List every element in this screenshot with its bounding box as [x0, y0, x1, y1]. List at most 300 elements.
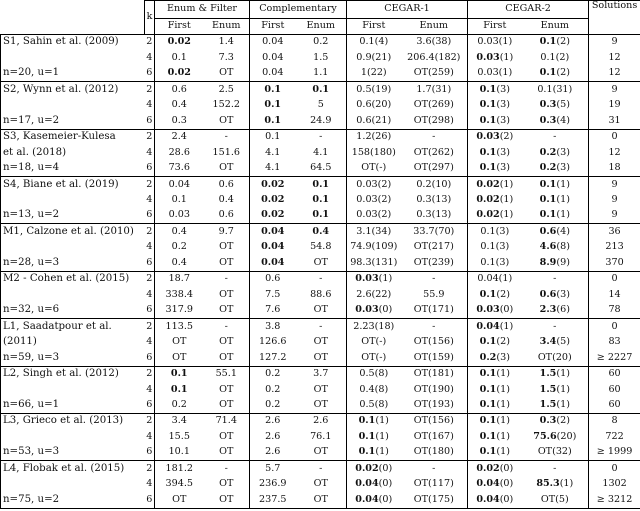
k-header: k	[145, 1, 155, 35]
table-cell: 0.1	[171, 194, 187, 205]
table-cell: 0.1	[264, 99, 282, 111]
table-cell: 3.6(38)	[401, 34, 468, 50]
table-cell: 1(22)	[360, 67, 387, 79]
table-cell: 88.6	[296, 287, 347, 302]
table-cell: OT(-)	[361, 162, 387, 174]
table-cell: 36	[589, 224, 640, 240]
table-cell: 18	[589, 161, 640, 177]
k-value: 4	[145, 382, 155, 397]
table-cell: 3.8	[250, 319, 296, 335]
table-cell: OT	[204, 161, 250, 177]
table-cell: 0.1(1)	[468, 413, 522, 429]
table-row	[1, 350, 640, 366]
corner-cell	[1, 1, 145, 19]
k-value: 2	[145, 366, 155, 382]
table-cell: 15.5	[168, 430, 190, 442]
table-cell: 71.4	[204, 413, 250, 429]
table-cell: 0.1(3)	[479, 146, 510, 158]
dataset-label: L3, Grieco et al. (2013)	[1, 413, 145, 429]
table-cell: 127.2	[259, 351, 287, 363]
table-cell: ≥ 2227	[589, 350, 640, 366]
table-cell: OT	[155, 492, 204, 508]
table-cell: 317.9	[165, 304, 193, 316]
k-value: 4	[145, 287, 155, 302]
dataset-label: S3, Kasemeier-Kulesa	[1, 129, 145, 145]
table-cell: 206.4(182)	[401, 50, 468, 65]
dataset-label: S1, Sahin et al. (2009)	[1, 34, 145, 50]
k-value: 6	[145, 303, 155, 319]
table-cell: 151.6	[204, 145, 250, 160]
k-value: 2	[145, 271, 155, 287]
table-cell: OT(159)	[401, 350, 468, 366]
table-cell: 0.02(0)	[468, 461, 522, 477]
table-cell: 64.5	[296, 161, 347, 177]
table-row	[1, 66, 640, 82]
k-value: 6	[145, 397, 155, 413]
table-cell: OT(180)	[401, 445, 468, 461]
table-cell: -	[204, 271, 250, 287]
table-cell: 8	[589, 413, 640, 429]
table-cell: 0.5(19)	[347, 82, 401, 98]
table-cell: 4.1	[265, 162, 281, 174]
table-cell: 9	[589, 193, 640, 208]
table-cell: 0.04(0)	[355, 478, 393, 490]
table-cell: OT(262)	[401, 145, 468, 160]
table-cell: OT(297)	[401, 161, 468, 177]
table-cell: 0.02	[155, 34, 204, 50]
table-cell: 126.6	[259, 336, 287, 348]
k-value: 4	[145, 477, 155, 492]
table-row	[1, 208, 640, 224]
dataset-label: M2 - Cohen et al. (2015)	[1, 271, 145, 287]
table-cell: 722	[589, 429, 640, 444]
table-row	[1, 445, 640, 461]
table-cell: 76.1	[296, 429, 347, 444]
table-row	[1, 492, 640, 508]
table-cell: OT	[204, 382, 250, 397]
table-cell: 0.02(1)	[476, 194, 514, 205]
k-value: 4	[145, 50, 155, 65]
table-cell: 0.1(1)	[479, 446, 510, 458]
k-value: 2	[145, 413, 155, 429]
table-cell: 60	[589, 382, 640, 397]
table-cell: -	[204, 319, 250, 335]
table-row	[1, 366, 640, 382]
table-cell: 0.1	[296, 82, 347, 98]
table-cell: 19	[589, 98, 640, 113]
table-cell: 0.1(1)	[479, 383, 510, 395]
table-cell: 0.02(1)	[468, 177, 522, 193]
k-value: 2	[145, 34, 155, 50]
table-cell: 74.9(109)	[350, 241, 398, 253]
group-solutions: Solutions	[589, 1, 640, 35]
table-cell: 0.1(3)	[479, 162, 510, 174]
table-cell: 0.2	[171, 398, 187, 410]
table-cell: 0.02(0)	[347, 461, 401, 477]
table-cell: 0.6	[250, 271, 296, 287]
table-cell: 213	[589, 240, 640, 255]
table-cell: -	[296, 461, 347, 477]
table-cell: OT	[296, 477, 347, 492]
table-row	[1, 161, 640, 177]
k-value: 2	[145, 319, 155, 335]
k-value: 6	[145, 113, 155, 129]
table-cell: 75.6(20)	[522, 429, 589, 444]
table-cell: 0.04(1)	[468, 271, 522, 287]
dataset-label: n=13, u=2	[1, 208, 145, 224]
dataset-label	[1, 240, 145, 255]
table-cell: 0.04	[261, 256, 285, 268]
table-cell: 0.1(3)	[479, 99, 510, 111]
table-cell: 181.2	[155, 461, 204, 477]
table-cell: 3.7	[296, 366, 347, 382]
dataset-label: S4, Biane et al. (2019)	[1, 177, 145, 193]
table-cell: 1.5(1)	[522, 397, 589, 413]
table-cell: 9	[589, 34, 640, 50]
table-cell: OT(217)	[401, 240, 468, 255]
table-cell: 0.04	[262, 51, 284, 63]
table-cell: 0.03(1)	[347, 271, 401, 287]
dataset-label: n=53, u=3	[1, 445, 145, 461]
table-cell: OT(-)	[361, 336, 387, 348]
dataset-label: n=66, u=1	[1, 397, 145, 413]
table-row	[1, 477, 640, 492]
table-cell: 60	[589, 366, 640, 382]
table-cell: 1.2(26)	[347, 129, 401, 145]
table-cell: 0.4	[296, 224, 347, 240]
table-row	[1, 98, 640, 113]
table-cell: OT(171)	[401, 303, 468, 319]
k-value: 4	[145, 429, 155, 444]
table-cell: 2.5	[204, 82, 250, 98]
table-cell: 0.6	[204, 208, 250, 224]
k-value: 2	[145, 177, 155, 193]
table-cell: 9.7	[204, 224, 250, 240]
table-cell: OT	[204, 397, 250, 413]
k-value: 6	[145, 350, 155, 366]
table-cell: -	[522, 319, 589, 335]
sub-enum-cegar2: Enum	[522, 18, 589, 34]
table-cell: 0.4	[155, 224, 204, 240]
table-cell: OT(167)	[401, 429, 468, 444]
table-row	[1, 193, 640, 208]
dataset-label	[1, 429, 145, 444]
table-cell: 152.2	[204, 98, 250, 113]
k-value: 2	[145, 82, 155, 98]
table-cell: 0.2(10)	[401, 177, 468, 193]
table-cell: 2.6	[265, 446, 281, 458]
dataset-label	[1, 287, 145, 302]
table-cell: 55.9	[401, 287, 468, 302]
table-cell: OT(156)	[401, 335, 468, 350]
table-cell: OT	[204, 477, 250, 492]
table-cell: 0.6	[204, 177, 250, 193]
table-cell: 0.1(3)	[479, 114, 510, 126]
table-cell: -	[296, 129, 347, 145]
table-row	[1, 113, 640, 129]
table-cell: 0.3	[171, 114, 187, 126]
table-cell: 0.03(2)	[356, 194, 392, 205]
table-cell: 0.9(21)	[356, 51, 392, 63]
table-cell: 0.1(1)	[468, 366, 522, 382]
dataset-label: L2, Singh et al. (2012)	[1, 366, 145, 382]
k-value: 6	[145, 161, 155, 177]
table-cell: 338.4	[165, 288, 193, 300]
table-row	[1, 224, 640, 240]
table-cell: 78	[589, 303, 640, 319]
table-cell: 1.5(1)	[522, 366, 589, 382]
sub-first-ef: First	[167, 20, 191, 31]
table-cell: 3.4	[155, 413, 204, 429]
k-value: 6	[145, 445, 155, 461]
table-cell: 3.1(34)	[347, 224, 401, 240]
sub-enum-ef: Enum	[204, 18, 250, 34]
table-cell: 0.3(2)	[522, 413, 589, 429]
table-cell: OT(190)	[401, 382, 468, 397]
table-cell: 0.2(3)	[522, 145, 589, 160]
dataset-label	[1, 193, 145, 208]
table-row	[1, 382, 640, 397]
table-cell: 0.1	[155, 366, 204, 382]
table-cell: 8.9(9)	[522, 255, 589, 271]
table-row	[1, 335, 640, 350]
table-cell: -	[401, 271, 468, 287]
table-cell: -	[296, 271, 347, 287]
table-cell: 0.02	[250, 177, 296, 193]
table-cell: 9	[589, 177, 640, 193]
table-cell: 0.03(2)	[356, 209, 392, 221]
table-cell: 0.2	[250, 366, 296, 382]
table-cell: 0.1	[171, 51, 187, 63]
dataset-label: n=28, u=3	[1, 255, 145, 271]
table-cell: 0.4	[204, 193, 250, 208]
table-cell: 0.4	[171, 99, 187, 111]
table-cell: OT	[204, 113, 250, 129]
k-value: 4	[145, 98, 155, 113]
table-cell: 0.02	[167, 67, 191, 79]
table-cell: 0.02(1)	[476, 209, 514, 221]
table-cell: -	[522, 129, 589, 145]
table-cell: 0.04(0)	[468, 492, 522, 508]
sub-enum-comp: Enum	[296, 18, 347, 34]
table-cell: 0.5(8)	[359, 398, 389, 410]
table-cell: OT(-)	[361, 351, 387, 363]
table-cell: 0.1(31)	[522, 82, 589, 98]
k-value: 2	[145, 461, 155, 477]
table-cell: 0.1	[264, 114, 282, 126]
table-cell: 0.1(2)	[522, 66, 589, 82]
table-cell: 0	[589, 271, 640, 287]
table-cell: 9	[589, 208, 640, 224]
table-cell: OT(117)	[401, 477, 468, 492]
table-cell: 12	[589, 50, 640, 65]
table-cell: 0.1	[170, 383, 188, 395]
table-cell: 0.1(3)	[468, 224, 522, 240]
table-cell: 4.1	[265, 146, 281, 158]
table-cell: 60	[589, 397, 640, 413]
table-cell: OT(32)	[522, 445, 589, 461]
table-cell: 0.1	[250, 129, 296, 145]
table-cell: 2.6	[296, 413, 347, 429]
table-cell: 9	[589, 82, 640, 98]
table-row	[1, 397, 640, 413]
sub-first-cegar1: First	[362, 20, 386, 31]
table-cell: 0.4	[171, 256, 187, 268]
table-cell: 7.5	[265, 288, 281, 300]
table-cell: 0.1	[296, 193, 347, 208]
dataset-label: et al. (2018)	[1, 145, 145, 160]
dataset-label: n=18, u=4	[1, 161, 145, 177]
table-cell: OT	[204, 350, 250, 366]
table-cell: 0.1(1)	[347, 413, 401, 429]
table-cell: -	[401, 461, 468, 477]
table-row	[1, 34, 640, 50]
table-cell: 5	[296, 98, 347, 113]
table-cell: 0.2(3)	[522, 161, 589, 177]
table-cell: 0.1(1)	[479, 398, 510, 410]
table-cell: OT	[204, 303, 250, 319]
table-cell: -	[522, 461, 589, 477]
table-cell: 0.03(0)	[355, 304, 393, 316]
table-cell: 0.1(2)	[479, 288, 510, 300]
table-cell: 4.1	[296, 145, 347, 160]
k-value: 6	[145, 492, 155, 508]
dataset-label: n=75, u=2	[1, 492, 145, 508]
table-cell: OT	[296, 445, 347, 461]
dataset-label	[1, 477, 145, 492]
table-cell: OT	[204, 445, 250, 461]
table-cell: OT	[204, 255, 250, 271]
table-row	[1, 271, 640, 287]
dataset-label: n=20, u=1	[1, 66, 145, 82]
table-cell: -	[401, 129, 468, 145]
table-cell: OT	[296, 350, 347, 366]
table-cell: -	[204, 129, 250, 145]
table-cell: OT	[296, 382, 347, 397]
table-cell: 0.1	[296, 177, 347, 193]
table-cell: 0.03(1)	[468, 34, 522, 50]
k-value: 4	[145, 145, 155, 160]
table-cell: 0.2	[296, 34, 347, 50]
table-row	[1, 287, 640, 302]
table-cell: 0.6(3)	[522, 287, 589, 302]
table-cell: 10.1	[168, 446, 190, 458]
sub-enum-cegar1: Enum	[401, 18, 468, 34]
table-row	[1, 82, 640, 98]
table-cell: 98.3(131)	[350, 256, 398, 268]
dataset-label	[1, 382, 145, 397]
table-cell: 0.04	[250, 34, 296, 50]
k-value: 6	[145, 255, 155, 271]
table-cell: 2.4	[155, 129, 204, 145]
table-cell: 12	[589, 66, 640, 82]
table-cell: 236.9	[259, 478, 287, 490]
table-cell: 0.04	[155, 177, 204, 193]
table-cell: 0.03(1)	[477, 67, 513, 79]
table-cell: -	[204, 461, 250, 477]
table-cell: -	[522, 271, 589, 287]
table-cell: OT	[204, 429, 250, 444]
dataset-label: n=59, u=3	[1, 350, 145, 366]
table-cell: 0.3(4)	[522, 113, 589, 129]
table-cell: OT	[204, 335, 250, 350]
table-cell: 0.1(1)	[358, 446, 389, 458]
table-cell: OT	[204, 287, 250, 302]
table-cell: OT	[296, 255, 347, 271]
table-cell: OT	[296, 397, 347, 413]
table-row	[1, 240, 640, 255]
table-cell: 4.6(8)	[522, 240, 589, 255]
k-value: 6	[145, 208, 155, 224]
table-cell: OT(175)	[401, 492, 468, 508]
table-cell: OT(193)	[401, 397, 468, 413]
table-cell: 2.3(6)	[522, 303, 589, 319]
table-cell: OT(181)	[401, 366, 468, 382]
table-cell: 0.04	[250, 224, 296, 240]
k-value: 6	[145, 66, 155, 82]
table-cell: 33.7(70)	[401, 224, 468, 240]
table-cell: 0	[589, 129, 640, 145]
table-cell: 0.3(13)	[401, 193, 468, 208]
dataset-label: n=17, u=2	[1, 113, 145, 129]
table-cell: 5.7	[250, 461, 296, 477]
table-cell: 0.1	[296, 208, 347, 224]
table-cell: 0.1(4)	[347, 34, 401, 50]
table-cell: ≥ 1999	[589, 445, 640, 461]
table-cell: OT(259)	[401, 66, 468, 82]
table-cell: 0.04(0)	[476, 478, 514, 490]
table-cell: 1.7(31)	[401, 82, 468, 98]
table-cell: 18.7	[155, 271, 204, 287]
k-value: 2	[145, 224, 155, 240]
k-value: 4	[145, 193, 155, 208]
table-cell: 113.5	[155, 319, 204, 335]
table-cell: 0.03(0)	[476, 304, 514, 316]
table-cell: 0.4(8)	[359, 383, 389, 395]
group-enum-filter: Enum & Filter	[155, 1, 250, 19]
table-cell: 73.6	[168, 162, 190, 174]
k-value: 4	[145, 335, 155, 350]
group-cegar1: CEGAR-1	[347, 1, 468, 19]
table-cell: 54.8	[296, 240, 347, 255]
table-cell: 0.1(1)	[358, 430, 389, 442]
table-row	[1, 129, 640, 145]
table-cell: 14	[589, 287, 640, 302]
table-cell: 2.23(18)	[347, 319, 401, 335]
table-cell: 0.5(8)	[347, 366, 401, 382]
table-cell: 0.3(13)	[401, 208, 468, 224]
table-cell: 0.6(21)	[356, 114, 392, 126]
table-row	[1, 413, 640, 429]
table-cell: OT(156)	[401, 413, 468, 429]
table-cell: 0.2(3)	[479, 351, 510, 363]
table-cell: 0.6(20)	[356, 99, 392, 111]
table-cell: 0.1(1)	[522, 208, 589, 224]
table-cell: 0	[589, 461, 640, 477]
dataset-label	[1, 98, 145, 113]
table-cell: 7.3	[204, 50, 250, 65]
table-cell: 12	[589, 145, 640, 160]
table-row	[1, 319, 640, 335]
table-cell: 0.6	[155, 82, 204, 98]
table-cell: 0.1(3)	[480, 241, 510, 253]
table-cell: OT	[204, 240, 250, 255]
table-cell: 2.6	[250, 413, 296, 429]
table-cell: 1.5	[296, 50, 347, 65]
dataset-label	[1, 50, 145, 65]
table-cell: 0.1(1)	[522, 177, 589, 193]
dataset-label: M1, Calzone et al. (2010)	[1, 224, 145, 240]
